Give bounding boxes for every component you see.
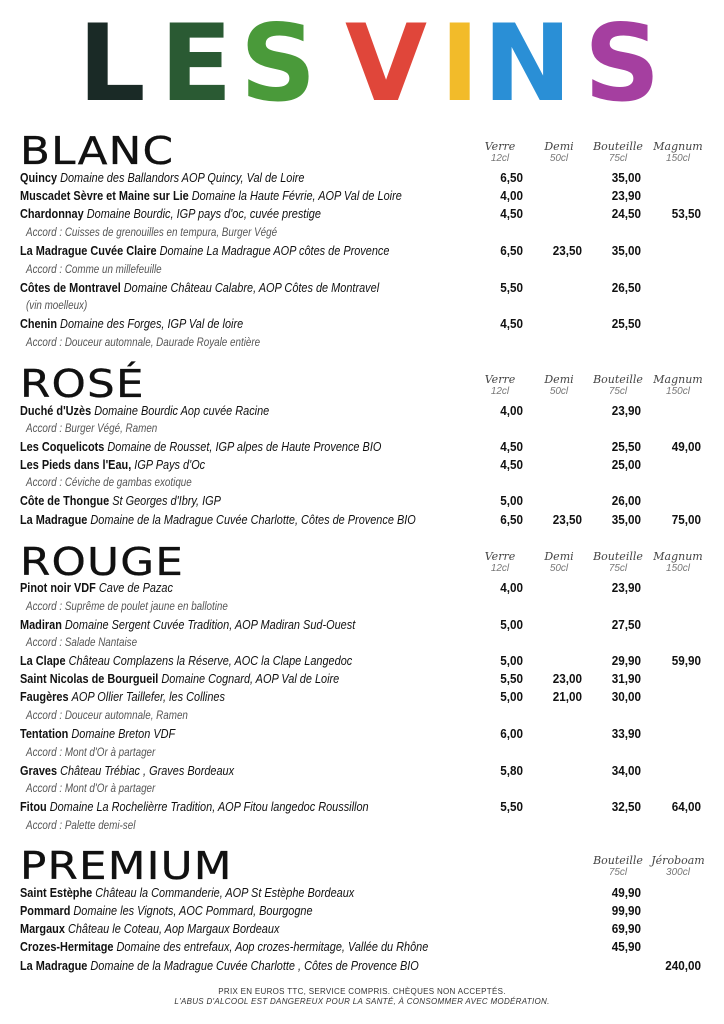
column-header-demi: Demi 50cl (544, 140, 574, 164)
accord-note: Accord : Palette demi-sel (26, 818, 136, 832)
section-title-premium: PREMIUM (20, 844, 233, 888)
title-letter: S (240, 2, 317, 125)
accord-note: Accord : Burger Végé, Ramen (26, 421, 158, 435)
wine-row: La Madrague Domaine de la Madrague Cuvée Charlotte, Côtes de Provence BIO 6,50 23,50 35,00 75,00 (20, 512, 701, 527)
accord-note: Accord : Mont d'Or à partager (26, 745, 156, 759)
column-header-bouteille: Bouteille 75cl (593, 854, 643, 878)
column-header-magnum: Magnum 150cl (653, 140, 703, 164)
accord-note: (vin moelleux) (26, 298, 88, 312)
wine-row: Côtes de Montravel Domaine Château Calabre, AOP Côtes de Montravel 5,50 26,50 (20, 280, 641, 295)
column-header-verre: Verre 12cl (484, 373, 516, 397)
section-title-blanc: BLANC (20, 129, 175, 173)
title-letter: S (584, 2, 661, 125)
wine-row: La Madrague Cuvée Claire Domaine La Madrague AOP côtes de Provence 6,50 23,50 35,00 (20, 243, 641, 258)
wine-row: Duché d'Uzès Domaine Bourdic Aop cuvée Racine 4,00 23,90 (20, 403, 641, 418)
column-header-magnum: Magnum 150cl (653, 550, 703, 574)
column-header-demi: Demi 50cl (544, 373, 574, 397)
title-letter: N (483, 2, 572, 125)
accord-note: Accord : Comme un millefeuille (26, 262, 162, 276)
wine-row: Crozes-Hermitage Domaine des entrefaux, Aop crozes-hermitage, Vallée du Rhône 45,90 (20, 939, 641, 954)
wine-row: Côte de Thongue St Georges d'Ibry, IGP 5,00 26,00 (20, 493, 641, 508)
accord-note: Accord : Mont d'Or à partager (26, 781, 156, 795)
accord-note: Accord : Douceur automnale, Daurade Royale entière (26, 335, 261, 349)
wine-row: Fitou Domaine La Rochelièrre Tradition, AOP Fitou langedoc Roussillon 5,50 32,50 64,00 (20, 799, 701, 814)
accord-note: Accord : Douceur automnale, Ramen (26, 708, 188, 722)
footer-health-warning: L'ABUS D'ALCOOL EST DANGEREUX POUR LA SANTÉ, À CONSOMMER AVEC MODÉRATION. (174, 997, 550, 1006)
footer-pricing-note: PRIX EN EUROS TTC, SERVICE COMPRIS. CHÈQUES NON ACCEPTÉS. (218, 987, 506, 996)
title-letter: I (440, 2, 480, 125)
title-letter: E (160, 2, 233, 125)
wine-row: Tentation Domaine Breton VDF 6,00 33,90 (20, 726, 641, 741)
column-header-bouteille: Bouteille 75cl (593, 140, 643, 164)
accord-note: Accord : Salade Nantaise (26, 635, 138, 649)
accord-note: Accord : Céviche de gambas exotique (26, 475, 192, 489)
page-title (0, 2, 724, 125)
wine-row: La Madrague Domaine de la Madrague Cuvée Charlotte , Côtes de Provence BIO 240,00 (20, 958, 701, 973)
column-header-jeroboam: Jéroboam 300cl (651, 854, 705, 878)
wine-row: Pinot noir VDF Cave de Pazac 4,00 23,90 (20, 580, 641, 595)
column-header-verre: Verre 12cl (484, 550, 516, 574)
wine-row: Les Coquelicots Domaine de Rousset, IGP alpes de Haute Provence BIO 4,50 25,50 49,00 (20, 439, 701, 454)
column-header-verre: Verre 12cl (484, 140, 516, 164)
wine-row: Graves Château Trébiac , Graves Bordeaux 5,80 34,00 (20, 763, 641, 778)
accord-note: Accord : Cuisses de grenouilles en tempura, Burger Végé (26, 225, 278, 239)
wine-row: Saint Nicolas de Bourgueil Domaine Cognard, AOP Val de Loire 5,50 23,00 31,90 (20, 671, 641, 686)
wine-row: Faugères AOP Ollier Taillefer, les Collines 5,00 21,00 30,00 (20, 689, 641, 704)
section-title-rose: ROSÉ (20, 362, 145, 406)
column-header-magnum: Magnum 150cl (653, 373, 703, 397)
column-header-bouteille: Bouteille 75cl (593, 550, 643, 574)
wine-row: Chardonnay Domaine Bourdic, IGP pays d'oc, cuvée prestige 4,50 24,50 53,50 (20, 206, 701, 221)
wine-row: Pommard Domaine les Vignots, AOC Pommard, Bourgogne 99,90 (20, 903, 641, 918)
wine-row: Chenin Domaine des Forges, IGP Val de loire 4,50 25,50 (20, 316, 641, 331)
accord-note: Accord : Suprême de poulet jaune en ballotine (26, 599, 228, 613)
title-letter: V (345, 2, 428, 125)
wine-row: Quincy Domaine des Ballandors AOP Quincy, Val de Loire 6,50 35,00 (20, 170, 641, 185)
wine-row: La Clape Château Complazens la Réserve, AOC la Clape Langedoc 5,00 29,90 59,90 (20, 653, 701, 668)
wine-row: Margaux Château le Coteau, Aop Margaux Bordeaux 69,90 (20, 921, 641, 936)
wine-row: Madiran Domaine Sergent Cuvée Tradition, AOP Madiran Sud-Ouest 5,00 27,50 (20, 617, 641, 632)
column-header-demi: Demi 50cl (544, 550, 574, 574)
wine-row: Saint Estèphe Château la Commanderie, AOP St Estèphe Bordeaux 49,90 (20, 885, 641, 900)
column-header-bouteille: Bouteille 75cl (593, 373, 643, 397)
wine-row: Muscadet Sèvre et Maine sur Lie Domaine la Haute Févrie, AOP Val de Loire 4,00 23,90 (20, 188, 641, 203)
section-title-rouge: ROUGE (20, 540, 184, 584)
title-letter: L (78, 2, 146, 125)
wine-row: Les Pieds dans l'Eau, IGP Pays d'Oc 4,50 25,00 (20, 457, 641, 472)
